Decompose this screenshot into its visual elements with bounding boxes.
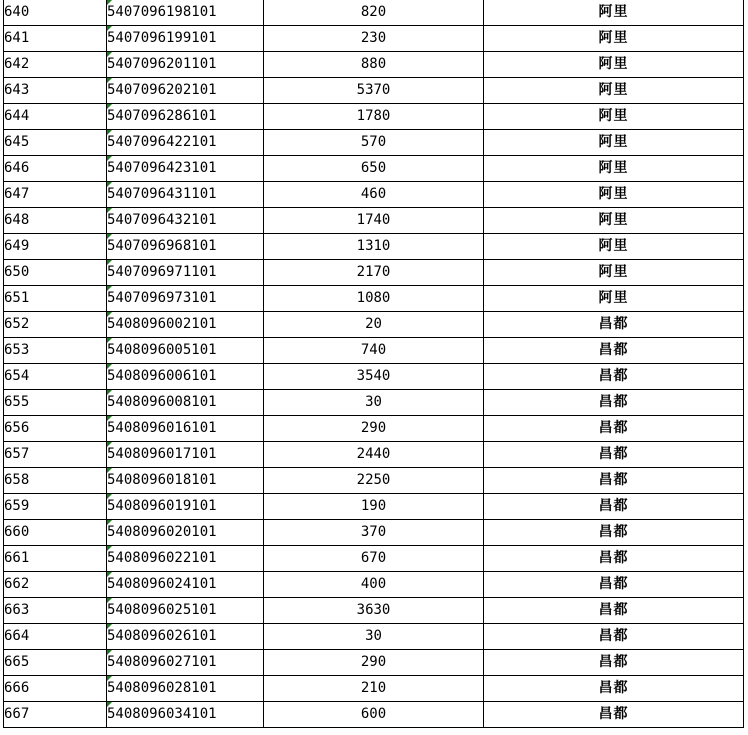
region-cell[interactable]: 昌都 bbox=[484, 546, 744, 572]
table-row bbox=[4, 26, 744, 52]
code-value: 5408096019101 bbox=[107, 498, 217, 514]
text-format-indicator-icon bbox=[107, 182, 112, 187]
quantity-cell[interactable]: 290 bbox=[264, 650, 484, 676]
code-value: 5408096016101 bbox=[107, 420, 217, 436]
table-row bbox=[4, 130, 744, 156]
quantity-cell[interactable]: 5370 bbox=[264, 78, 484, 104]
code-cell[interactable] bbox=[107, 416, 264, 442]
region-cell[interactable]: 阿里 bbox=[484, 104, 744, 130]
row-number-cell[interactable]: 662 bbox=[4, 572, 107, 598]
region-cell[interactable]: 阿里 bbox=[484, 182, 744, 208]
table-row bbox=[4, 0, 744, 26]
quantity-cell[interactable]: 190 bbox=[264, 494, 484, 520]
code-cell[interactable] bbox=[107, 338, 264, 364]
code-cell[interactable] bbox=[107, 676, 264, 702]
code-value: 5407096432101 bbox=[107, 212, 217, 228]
quantity-cell[interactable]: 370 bbox=[264, 520, 484, 546]
code-cell[interactable] bbox=[107, 624, 264, 650]
quantity-cell[interactable]: 400 bbox=[264, 572, 484, 598]
table-row bbox=[4, 546, 744, 572]
table-body bbox=[4, 0, 744, 728]
quantity-cell[interactable]: 2250 bbox=[264, 468, 484, 494]
region-cell[interactable]: 昌都 bbox=[484, 650, 744, 676]
region-cell[interactable]: 昌都 bbox=[484, 520, 744, 546]
code-value: 5407096199101 bbox=[107, 30, 217, 46]
code-cell[interactable] bbox=[107, 208, 264, 234]
quantity-cell[interactable]: 210 bbox=[264, 676, 484, 702]
code-value: 5408096006101 bbox=[107, 368, 217, 384]
row-number-cell[interactable]: 651 bbox=[4, 286, 107, 312]
text-format-indicator-icon bbox=[107, 572, 112, 577]
code-value: 5407096973101 bbox=[107, 290, 217, 306]
text-format-indicator-icon bbox=[107, 234, 112, 239]
row-number-cell[interactable]: 653 bbox=[4, 338, 107, 364]
text-format-indicator-icon bbox=[107, 442, 112, 447]
row-number-cell[interactable]: 641 bbox=[4, 26, 107, 52]
table-row bbox=[4, 390, 744, 416]
text-format-indicator-icon bbox=[107, 520, 112, 525]
code-cell[interactable] bbox=[107, 494, 264, 520]
code-cell[interactable] bbox=[107, 650, 264, 676]
code-cell[interactable] bbox=[107, 0, 264, 26]
text-format-indicator-icon bbox=[107, 208, 112, 213]
code-value: 5408096034101 bbox=[107, 706, 217, 722]
code-value: 5408096028101 bbox=[107, 680, 217, 696]
region-cell[interactable]: 昌都 bbox=[484, 364, 744, 390]
row-number-cell[interactable]: 646 bbox=[4, 156, 107, 182]
row-number-cell[interactable]: 665 bbox=[4, 650, 107, 676]
quantity-cell[interactable]: 650 bbox=[264, 156, 484, 182]
quantity-cell[interactable]: 30 bbox=[264, 624, 484, 650]
row-number-cell[interactable]: 642 bbox=[4, 52, 107, 78]
row-number-cell[interactable]: 649 bbox=[4, 234, 107, 260]
quantity-cell[interactable]: 600 bbox=[264, 702, 484, 728]
quantity-cell[interactable]: 740 bbox=[264, 338, 484, 364]
quantity-cell[interactable]: 20 bbox=[264, 312, 484, 338]
code-cell[interactable] bbox=[107, 52, 264, 78]
code-value: 5408096022101 bbox=[107, 550, 217, 566]
region-cell[interactable]: 昌都 bbox=[484, 338, 744, 364]
row-number-cell[interactable]: 655 bbox=[4, 390, 107, 416]
row-number-cell[interactable]: 645 bbox=[4, 130, 107, 156]
table-row bbox=[4, 104, 744, 130]
region-cell[interactable]: 昌都 bbox=[484, 572, 744, 598]
table-row bbox=[4, 494, 744, 520]
code-cell[interactable] bbox=[107, 234, 264, 260]
code-cell[interactable] bbox=[107, 130, 264, 156]
quantity-cell[interactable]: 230 bbox=[264, 26, 484, 52]
table-row bbox=[4, 442, 744, 468]
code-value: 5407096201101 bbox=[107, 56, 217, 72]
region-cell[interactable]: 阿里 bbox=[484, 260, 744, 286]
region-cell[interactable]: 阿里 bbox=[484, 52, 744, 78]
row-number-cell[interactable]: 647 bbox=[4, 182, 107, 208]
code-value: 5407096422101 bbox=[107, 134, 217, 150]
code-value: 5408096024101 bbox=[107, 576, 217, 592]
text-format-indicator-icon bbox=[107, 312, 112, 317]
text-format-indicator-icon bbox=[107, 364, 112, 369]
text-format-indicator-icon bbox=[107, 26, 112, 31]
row-number-cell[interactable]: 643 bbox=[4, 78, 107, 104]
region-cell[interactable]: 昌都 bbox=[484, 312, 744, 338]
table-row bbox=[4, 598, 744, 624]
table-row bbox=[4, 520, 744, 546]
row-number-cell[interactable]: 660 bbox=[4, 520, 107, 546]
code-cell[interactable] bbox=[107, 364, 264, 390]
code-value: 5407096202101 bbox=[107, 82, 217, 98]
code-value: 5408096005101 bbox=[107, 342, 217, 358]
code-value: 5407096971101 bbox=[107, 264, 217, 280]
text-format-indicator-icon bbox=[107, 546, 112, 551]
row-number-cell[interactable]: 652 bbox=[4, 312, 107, 338]
region-cell[interactable]: 阿里 bbox=[484, 156, 744, 182]
code-cell[interactable] bbox=[107, 468, 264, 494]
table-row bbox=[4, 468, 744, 494]
table-row bbox=[4, 572, 744, 598]
quantity-cell[interactable]: 1080 bbox=[264, 286, 484, 312]
code-value: 5408096027101 bbox=[107, 654, 217, 670]
quantity-cell[interactable]: 2170 bbox=[264, 260, 484, 286]
row-number-cell[interactable]: 640 bbox=[4, 0, 107, 26]
row-number-cell[interactable]: 663 bbox=[4, 598, 107, 624]
table-row bbox=[4, 676, 744, 702]
table-row bbox=[4, 702, 744, 728]
table-row bbox=[4, 624, 744, 650]
quantity-cell[interactable]: 2440 bbox=[264, 442, 484, 468]
code-value: 5408096017101 bbox=[107, 446, 217, 462]
quantity-cell[interactable]: 1740 bbox=[264, 208, 484, 234]
text-format-indicator-icon bbox=[107, 338, 112, 343]
quantity-cell[interactable]: 670 bbox=[264, 546, 484, 572]
quantity-cell[interactable]: 290 bbox=[264, 416, 484, 442]
code-value: 5407096968101 bbox=[107, 238, 217, 254]
text-format-indicator-icon bbox=[107, 598, 112, 603]
row-number-cell[interactable]: 664 bbox=[4, 624, 107, 650]
code-value: 5408096020101 bbox=[107, 524, 217, 540]
row-number-cell[interactable]: 657 bbox=[4, 442, 107, 468]
quantity-cell[interactable]: 880 bbox=[264, 52, 484, 78]
table-row bbox=[4, 52, 744, 78]
code-cell[interactable] bbox=[107, 520, 264, 546]
code-value: 5407096286101 bbox=[107, 108, 217, 124]
text-format-indicator-icon bbox=[107, 494, 112, 499]
region-cell[interactable]: 阿里 bbox=[484, 26, 744, 52]
code-cell[interactable] bbox=[107, 442, 264, 468]
text-format-indicator-icon bbox=[107, 468, 112, 473]
region-cell[interactable]: 阿里 bbox=[484, 78, 744, 104]
code-cell[interactable] bbox=[107, 78, 264, 104]
code-value: 5407096423101 bbox=[107, 160, 217, 176]
code-cell[interactable] bbox=[107, 702, 264, 728]
code-value: 5408096026101 bbox=[107, 628, 217, 644]
code-value: 5408096025101 bbox=[107, 602, 217, 618]
table-row bbox=[4, 364, 744, 390]
table-row bbox=[4, 156, 744, 182]
row-number-cell[interactable]: 648 bbox=[4, 208, 107, 234]
region-cell[interactable]: 昌都 bbox=[484, 390, 744, 416]
quantity-cell[interactable]: 3540 bbox=[264, 364, 484, 390]
region-cell[interactable]: 阿里 bbox=[484, 286, 744, 312]
code-value: 5408096002101 bbox=[107, 316, 217, 332]
code-value: 5407096431101 bbox=[107, 186, 217, 202]
code-cell[interactable] bbox=[107, 598, 264, 624]
row-number-cell[interactable]: 661 bbox=[4, 546, 107, 572]
table-row bbox=[4, 78, 744, 104]
row-number-cell[interactable]: 656 bbox=[4, 416, 107, 442]
row-number-cell[interactable]: 667 bbox=[4, 702, 107, 728]
region-cell[interactable]: 昌都 bbox=[484, 468, 744, 494]
table-row bbox=[4, 338, 744, 364]
table-row bbox=[4, 234, 744, 260]
table-row bbox=[4, 650, 744, 676]
row-number-cell[interactable]: 659 bbox=[4, 494, 107, 520]
text-format-indicator-icon bbox=[107, 390, 112, 395]
row-number-cell[interactable]: 654 bbox=[4, 364, 107, 390]
table-row bbox=[4, 260, 744, 286]
table-row bbox=[4, 416, 744, 442]
region-cell[interactable]: 昌都 bbox=[484, 442, 744, 468]
quantity-cell[interactable]: 460 bbox=[264, 182, 484, 208]
code-cell[interactable] bbox=[107, 26, 264, 52]
code-cell[interactable] bbox=[107, 390, 264, 416]
text-format-indicator-icon bbox=[107, 624, 112, 629]
row-number-cell[interactable]: 644 bbox=[4, 104, 107, 130]
region-cell[interactable]: 阿里 bbox=[484, 234, 744, 260]
region-cell[interactable]: 阿里 bbox=[484, 208, 744, 234]
text-format-indicator-icon bbox=[107, 676, 112, 681]
code-cell[interactable] bbox=[107, 156, 264, 182]
quantity-cell[interactable]: 30 bbox=[264, 390, 484, 416]
code-cell[interactable] bbox=[107, 182, 264, 208]
text-format-indicator-icon bbox=[107, 0, 112, 5]
region-cell[interactable]: 阿里 bbox=[484, 130, 744, 156]
region-cell[interactable]: 昌都 bbox=[484, 624, 744, 650]
row-number-cell[interactable]: 666 bbox=[4, 676, 107, 702]
quantity-cell[interactable]: 1780 bbox=[264, 104, 484, 130]
text-format-indicator-icon bbox=[107, 130, 112, 135]
text-format-indicator-icon bbox=[107, 416, 112, 421]
code-value: 5408096018101 bbox=[107, 472, 217, 488]
code-cell[interactable] bbox=[107, 260, 264, 286]
quantity-cell[interactable]: 3630 bbox=[264, 598, 484, 624]
region-cell[interactable]: 昌都 bbox=[484, 494, 744, 520]
region-cell[interactable]: 昌都 bbox=[484, 702, 744, 728]
text-format-indicator-icon bbox=[107, 650, 112, 655]
quantity-cell[interactable]: 570 bbox=[264, 130, 484, 156]
region-cell[interactable]: 昌都 bbox=[484, 416, 744, 442]
code-cell[interactable] bbox=[107, 286, 264, 312]
text-format-indicator-icon bbox=[107, 52, 112, 57]
quantity-cell[interactable]: 1310 bbox=[264, 234, 484, 260]
data-table bbox=[3, 0, 744, 728]
table-row bbox=[4, 312, 744, 338]
text-format-indicator-icon bbox=[107, 286, 112, 291]
region-cell[interactable]: 昌都 bbox=[484, 676, 744, 702]
table-row bbox=[4, 208, 744, 234]
code-cell[interactable] bbox=[107, 546, 264, 572]
text-format-indicator-icon bbox=[107, 702, 112, 707]
text-format-indicator-icon bbox=[107, 260, 112, 265]
code-cell[interactable] bbox=[107, 104, 264, 130]
row-number-cell[interactable]: 650 bbox=[4, 260, 107, 286]
table-row bbox=[4, 182, 744, 208]
text-format-indicator-icon bbox=[107, 78, 112, 83]
region-cell[interactable]: 昌都 bbox=[484, 598, 744, 624]
code-value: 5408096008101 bbox=[107, 394, 217, 410]
quantity-cell[interactable]: 820 bbox=[264, 0, 484, 26]
text-format-indicator-icon bbox=[107, 156, 112, 161]
table-row bbox=[4, 286, 744, 312]
region-cell[interactable]: 阿里 bbox=[484, 0, 744, 26]
row-number-cell[interactable]: 658 bbox=[4, 468, 107, 494]
code-cell[interactable] bbox=[107, 572, 264, 598]
code-value: 5407096198101 bbox=[107, 4, 217, 20]
code-cell[interactable] bbox=[107, 312, 264, 338]
text-format-indicator-icon bbox=[107, 104, 112, 109]
